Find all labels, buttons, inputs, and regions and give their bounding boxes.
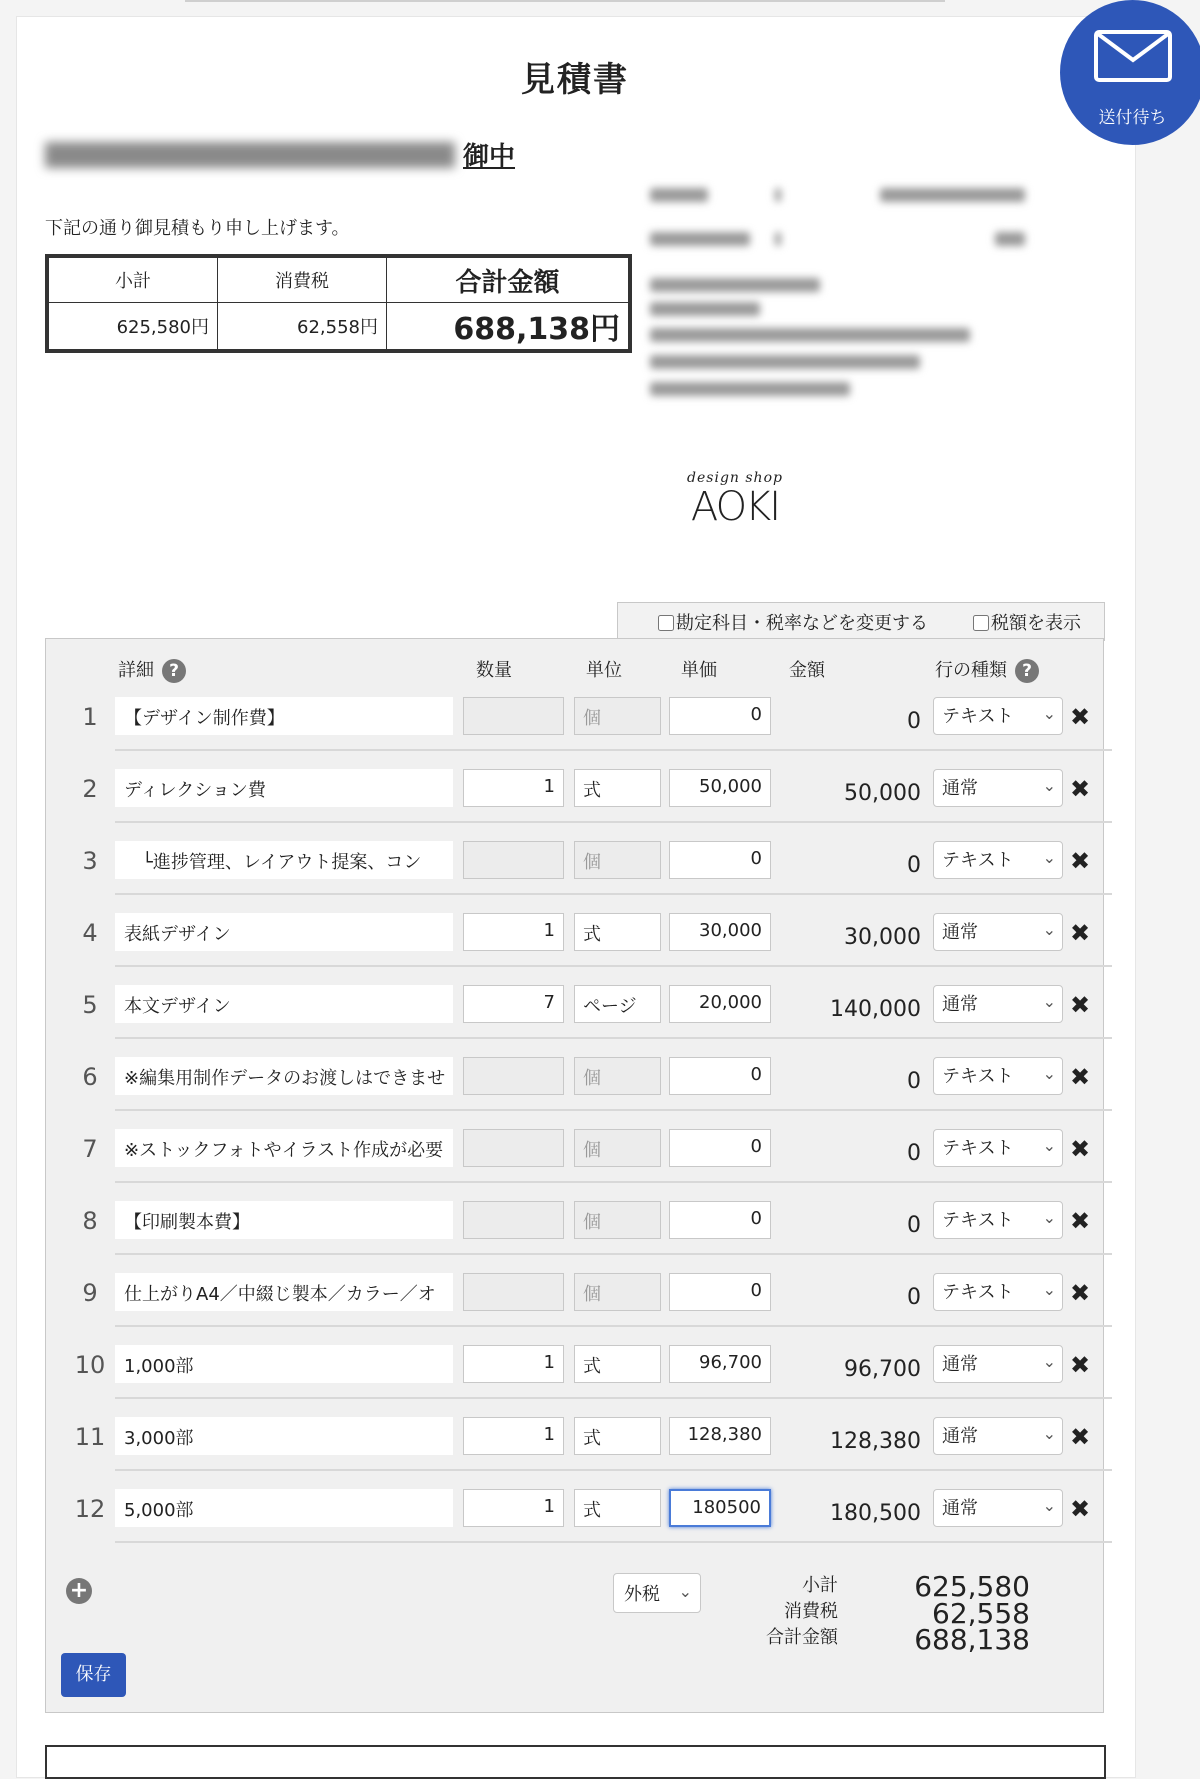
unit-price-input[interactable]: 0 [669, 1201, 771, 1239]
chevron-down-icon: ⌄ [1042, 1424, 1056, 1443]
row-type-value: 通常 [942, 1354, 978, 1375]
unit-input[interactable]: 式 [574, 1417, 661, 1455]
row-type-select[interactable] [933, 985, 1063, 1023]
save-button[interactable]: 保存 [61, 1653, 126, 1697]
row-type-select[interactable] [933, 1129, 1063, 1167]
quantity-input[interactable]: 1 [463, 1417, 564, 1455]
footer-subtotal-label: 小計 [802, 1575, 838, 1596]
client-name [45, 136, 515, 173]
row-number: 12 [74, 1495, 106, 1523]
redacted-client-name [45, 142, 455, 168]
unit-input[interactable]: 個 [574, 1201, 661, 1239]
amount-value: 0 [907, 1141, 921, 1166]
quantity-input[interactable] [463, 841, 564, 879]
row-number: 4 [82, 919, 98, 947]
unit-input[interactable]: 式 [574, 1345, 661, 1383]
quantity-input[interactable]: 1 [463, 769, 564, 807]
row-number: 1 [82, 703, 98, 731]
row-type-select[interactable] [933, 1489, 1063, 1527]
chevron-down-icon: ⌄ [1042, 776, 1056, 795]
line-item-row [45, 967, 1105, 1039]
amount-value: 0 [907, 709, 921, 734]
row-number: 10 [74, 1351, 106, 1379]
unit-price-input[interactable]: 30,000 [669, 913, 771, 951]
row-number: 7 [82, 1135, 98, 1163]
unit-input[interactable]: 式 [574, 769, 661, 807]
summary-tax: 62,558円 [218, 303, 387, 352]
delete-row-icon[interactable]: ✖ [1070, 847, 1091, 875]
delete-row-icon[interactable]: ✖ [1070, 991, 1091, 1019]
show-tax-label: 税額を表示 [991, 613, 1081, 634]
page-title: 見積書 [521, 60, 629, 100]
chevron-down-icon: ⌄ [1042, 704, 1056, 723]
help-icon[interactable]: ? [162, 659, 186, 683]
row-number: 3 [82, 847, 98, 875]
amount-value: 180,500 [830, 1501, 921, 1526]
unit-input[interactable]: 式 [574, 913, 661, 951]
row-type-select[interactable] [933, 841, 1063, 879]
row-type-select[interactable] [933, 913, 1063, 951]
row-type-value: テキスト [942, 1066, 1014, 1087]
row-type-value: 通常 [942, 922, 978, 943]
delete-row-icon[interactable]: ✖ [1070, 1495, 1091, 1523]
change-account-checkbox[interactable] [658, 615, 674, 631]
detail-input[interactable]: ※ストックフォトやイラスト作成が必要 [115, 1129, 453, 1167]
line-item-row [45, 751, 1105, 823]
line-item-row [45, 679, 1105, 751]
unit-price-input[interactable]: 128,380 [669, 1417, 771, 1455]
quantity-input[interactable] [463, 1201, 564, 1239]
unit-price-input[interactable]: 180500 [669, 1489, 771, 1527]
row-number: 8 [82, 1207, 98, 1235]
top-divider [185, 0, 945, 2]
amount-value: 0 [907, 853, 921, 878]
row-divider [115, 1541, 1112, 1543]
footer-total: 688,138 [914, 1623, 1030, 1656]
bottom-section [45, 1745, 1106, 1779]
row-type-value: テキスト [942, 1138, 1014, 1159]
detail-input[interactable]: 表紙デザイン [115, 913, 453, 951]
row-type-value: テキスト [942, 1210, 1014, 1231]
detail-input[interactable]: 仕上がりA4／中綴じ製本／カラー／オ [115, 1273, 453, 1311]
row-type-select[interactable] [933, 1345, 1063, 1383]
row-type-value: テキスト [942, 1282, 1014, 1303]
line-item-row [45, 1399, 1105, 1471]
col-qty-header: 数量 [476, 660, 512, 681]
detail-input[interactable]: ディレクション費 [115, 769, 453, 807]
change-account-label: 勘定科目・税率などを変更する [676, 613, 928, 634]
delete-row-icon[interactable]: ✖ [1070, 703, 1091, 731]
row-type-value: 通常 [942, 1426, 978, 1447]
row-type-value: 通常 [942, 778, 978, 799]
row-number: 9 [82, 1279, 98, 1307]
col-kind-header: 行の種類 ? [935, 656, 1039, 683]
detail-input[interactable]: └進捗管理、レイアウト提案、コン [115, 841, 453, 879]
delete-row-icon[interactable]: ✖ [1070, 775, 1091, 803]
quantity-input[interactable]: 1 [463, 913, 564, 951]
line-item-row [45, 823, 1105, 895]
amount-value: 0 [907, 1285, 921, 1310]
client-honorific: 御中 [463, 142, 516, 172]
delete-row-icon[interactable]: ✖ [1070, 919, 1091, 947]
intro-text: 下記の通り御見積もり申し上げます。 [45, 218, 350, 239]
amount-value: 128,380 [830, 1429, 921, 1454]
detail-input[interactable]: 本文デザイン [115, 985, 453, 1023]
company-logo [680, 470, 790, 528]
amount-value: 50,000 [844, 781, 921, 806]
row-type-select[interactable] [933, 1057, 1063, 1095]
row-type-value: 通常 [942, 994, 978, 1015]
status-label: 送付待ち [1098, 108, 1167, 128]
chevron-down-icon: ⌄ [1042, 1280, 1056, 1299]
row-type-select[interactable] [933, 1201, 1063, 1239]
unit-price-input[interactable]: 0 [669, 1057, 771, 1095]
chevron-down-icon: ⌄ [1042, 1352, 1056, 1371]
row-type-value: 通常 [942, 1498, 978, 1519]
chevron-down-icon: ⌄ [1042, 1496, 1056, 1515]
quantity-input[interactable]: 1 [463, 1345, 564, 1383]
col-unit-header: 単位 [586, 660, 622, 681]
quantity-input[interactable] [463, 1129, 564, 1167]
unit-input[interactable]: ページ [574, 985, 661, 1023]
chevron-down-icon: ⌄ [1042, 992, 1056, 1011]
chevron-down-icon: ⌄ [1042, 1208, 1056, 1227]
delete-row-icon[interactable]: ✖ [1070, 1423, 1091, 1451]
line-item-row [45, 1183, 1105, 1255]
footer-tax: 62,558 [932, 1597, 1030, 1630]
quantity-input[interactable] [463, 1273, 564, 1311]
row-type-select[interactable] [933, 1273, 1063, 1311]
unit-input[interactable]: 個 [574, 841, 661, 879]
unit-price-input[interactable]: 0 [669, 1273, 771, 1311]
row-type-value: テキスト [942, 706, 1014, 727]
tax-mode-select[interactable]: 外税 ⌄ [613, 1573, 701, 1613]
chevron-down-icon: ⌄ [678, 1582, 692, 1601]
summary-subtotal-label: 小計 [47, 256, 218, 303]
delete-row-icon[interactable]: ✖ [1070, 1135, 1091, 1163]
unit-price-input[interactable]: 0 [669, 841, 771, 879]
row-type-select[interactable] [933, 1417, 1063, 1455]
summary-subtotal: 625,580円 [47, 303, 218, 352]
show-tax-checkbox[interactable] [973, 615, 989, 631]
row-type-value: テキスト [942, 850, 1014, 871]
delete-row-icon[interactable]: ✖ [1070, 1207, 1091, 1235]
line-item-row [45, 1327, 1105, 1399]
unit-price-input[interactable]: 0 [669, 1129, 771, 1167]
summary-total: 688,138円 [387, 303, 631, 352]
change-account-option[interactable] [658, 609, 928, 635]
options-tab [617, 602, 1105, 641]
detail-input[interactable]: 3,000部 [115, 1417, 453, 1455]
unit-input[interactable]: 個 [574, 1129, 661, 1167]
summary-tax-label: 消費税 [218, 256, 387, 303]
unit-price-input[interactable]: 96,700 [669, 1345, 771, 1383]
line-item-row [45, 1255, 1105, 1327]
add-row-button[interactable]: + [66, 1578, 92, 1604]
quantity-input[interactable]: 7 [463, 985, 564, 1023]
row-number: 2 [82, 775, 98, 803]
unit-input[interactable]: 個 [574, 1057, 661, 1095]
line-item-row [45, 1039, 1105, 1111]
line-item-row [45, 1471, 1105, 1543]
unit-input[interactable]: 個 [574, 697, 661, 735]
row-type-select[interactable] [933, 697, 1063, 735]
footer-subtotal: 625,580 [914, 1570, 1030, 1603]
help-icon[interactable]: ? [1015, 659, 1039, 683]
chevron-down-icon: ⌄ [1042, 1064, 1056, 1083]
amount-value: 30,000 [844, 925, 921, 950]
unit-input[interactable]: 式 [574, 1489, 661, 1527]
detail-input[interactable]: 1,000部 [115, 1345, 453, 1383]
detail-input[interactable]: 【印刷製本費】 [115, 1201, 453, 1239]
row-number: 11 [74, 1423, 106, 1451]
amount-value: 140,000 [830, 997, 921, 1022]
show-tax-option[interactable] [973, 609, 1081, 635]
amount-value: 96,700 [844, 1357, 921, 1382]
quantity-input[interactable] [463, 1057, 564, 1095]
delete-row-icon[interactable]: ✖ [1070, 1351, 1091, 1379]
footer-tax-label: 消費税 [784, 1601, 838, 1622]
row-number: 6 [82, 1063, 98, 1091]
summary-total-label: 合計金額 [387, 256, 631, 303]
row-number: 5 [82, 991, 98, 1019]
unit-price-input[interactable]: 50,000 [669, 769, 771, 807]
unit-price-input[interactable]: 0 [669, 697, 771, 735]
amount-value: 0 [907, 1069, 921, 1094]
quantity-input[interactable] [463, 697, 564, 735]
chevron-down-icon: ⌄ [1042, 848, 1056, 867]
unit-price-input[interactable]: 20,000 [669, 985, 771, 1023]
row-type-select[interactable] [933, 769, 1063, 807]
footer-total-label: 合計金額 [766, 1627, 838, 1648]
delete-row-icon[interactable]: ✖ [1070, 1063, 1091, 1091]
logo-brand: AOKI [690, 484, 780, 530]
chevron-down-icon: ⌄ [1042, 1136, 1056, 1155]
quantity-input[interactable]: 1 [463, 1489, 564, 1527]
line-item-row [45, 895, 1105, 967]
amount-value: 0 [907, 1213, 921, 1238]
detail-input[interactable]: ※編集用制作データのお渡しはできませ [115, 1057, 453, 1095]
chevron-down-icon: ⌄ [1042, 920, 1056, 939]
summary-table [45, 254, 632, 353]
col-amount-header: 金額 [789, 660, 825, 681]
col-detail-header: 詳細 ? [118, 656, 186, 683]
col-price-header: 単価 [681, 660, 717, 681]
detail-input[interactable]: 【デザイン制作費】 [115, 697, 453, 735]
logo-script: design shop [687, 470, 783, 486]
delete-row-icon[interactable]: ✖ [1070, 1279, 1091, 1307]
line-item-row [45, 1111, 1105, 1183]
detail-input[interactable]: 5,000部 [115, 1489, 453, 1527]
unit-input[interactable]: 個 [574, 1273, 661, 1311]
